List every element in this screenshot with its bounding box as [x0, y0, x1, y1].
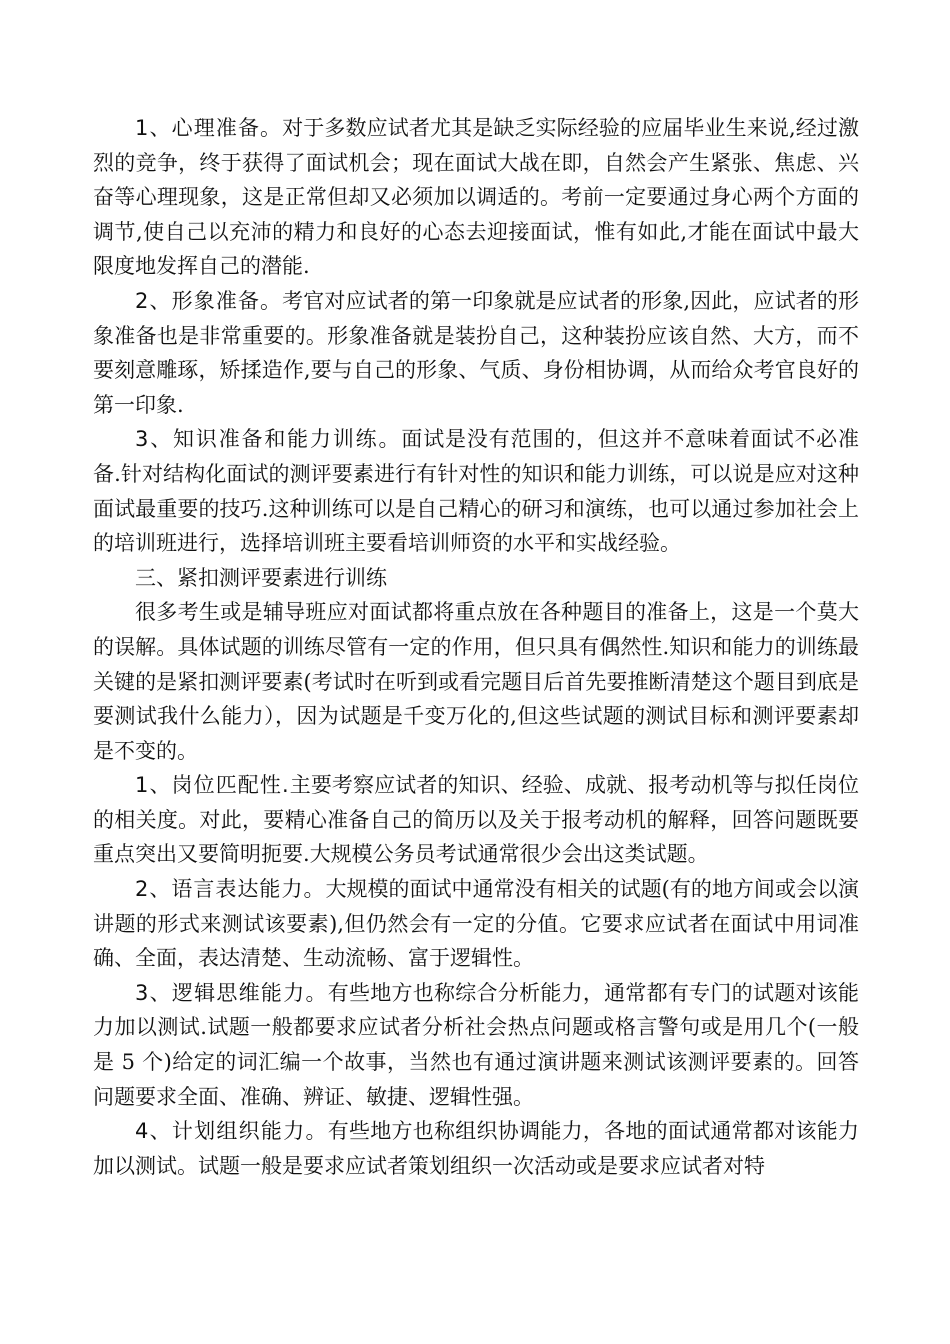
paragraph-planning-organization	[93, 1114, 859, 1183]
paragraph-text: 有些地方也称组织协调能力，各地的面试通常都对该能力加以测试。试题一般是要求应试者策划组织一次活动或是要求应试者对特	[93, 1119, 859, 1178]
paragraph-lead: 1、岗位匹配性.	[135, 773, 290, 798]
document-body	[93, 111, 859, 1183]
paragraph-text: 主要考察应试者的知识、经验、成就、报考动机等与拟任岗位的相关度。对此，要精心准备自己的简历以及关于报考动机的解释，回答问题既要重点突出又要简明扼要.大规模公务员考试通常很少会出这类试题。	[93, 773, 859, 867]
paragraph-section-intro	[93, 595, 859, 768]
paragraph-text: 有些地方也称综合分析能力，通常都有专门的试题对该能力加以测试.试题一般都要求应试者分析社会热点问题或格言警句或是用几个(一般是 5 个)给定的词汇编一个故事，当然也有通过演讲题来测试该测评要素的。回答问题要求全面、准确、辨证、敏捷、逻辑性强。	[93, 980, 859, 1109]
paragraph-psychological-prep	[93, 111, 859, 284]
paragraph-text: 面试是没有范围的，但这并不意味着面试不必准备.针对结构化面试的测评要素进行有针对性的知识和能力训练，可以说是应对这种面试最重要的技巧.这种训练可以是自己精心的研习和演练，也可以通过参加社会上的培训班进行，选择培训班主要看培训师资的水平和实战经验。	[93, 427, 859, 556]
section-heading-text: 三、紧扣测评要素进行训练	[135, 565, 387, 590]
paragraph-lead: 4、计划组织能力。	[135, 1119, 328, 1144]
paragraph-text: 很多考生或是辅导班应对面试都将重点放在各种题目的准备上，这是一个莫大的误解。具体试题的训练尽管有一定的作用，但只具有偶然性.知识和能力的训练最关键的是紧扣测评要素(考试时在听到或看完题目后首先要推断清楚这个题目到底是要测试我什么能力），因为试题是千变万化的,但这些试题的测试目标和测评要素却是不变的。	[93, 600, 859, 763]
paragraph-lead: 2、语言表达能力。	[135, 877, 326, 902]
paragraph-lead: 3、逻辑思维能力。	[135, 980, 328, 1005]
paragraph-text: 大规模的面试中通常没有相关的试题(有的地方间或会以演讲题的形式来测试该要素),但仍然会有一定的分值。它要求应试者在面试中用词准确、全面，表达清楚、生动流畅、富于逻辑性。	[93, 877, 859, 971]
section-heading	[93, 561, 859, 596]
paragraph-language-expression	[93, 872, 859, 976]
paragraph-logical-thinking	[93, 976, 859, 1114]
paragraph-lead: 2、形象准备。	[135, 288, 283, 313]
paragraph-knowledge-training	[93, 422, 859, 560]
paragraph-lead: 1、心理准备。	[135, 116, 283, 140]
paragraph-image-prep	[93, 284, 859, 422]
paragraph-job-fit	[93, 768, 859, 872]
paragraph-lead: 3、知识准备和能力训练。	[135, 427, 402, 452]
paragraph-text: 对于多数应试者尤其是缺乏实际经验的应届毕业生来说,经过激烈的竞争，终于获得了面试机会；现在面试大战在即，自然会产生紧张、焦虑、兴奋等心理现象，这是正常但却又必须加以调适的。考前一定要通过身心两个方面的调节,使自己以充沛的精力和良好的心态去迎接面试，惟有如此,才能在面试中最大限度地发挥自己的潜能.	[93, 116, 859, 279]
paragraph-text: 考官对应试者的第一印象就是应试者的形象,因此，应试者的形象准备也是非常重要的。形象准备就是装扮自己，这种装扮应该自然、大方，而不要刻意雕琢，矫揉造作,要与自己的形象、气质、身份相协调，从而给众考官良好的第一印象.	[93, 288, 859, 417]
